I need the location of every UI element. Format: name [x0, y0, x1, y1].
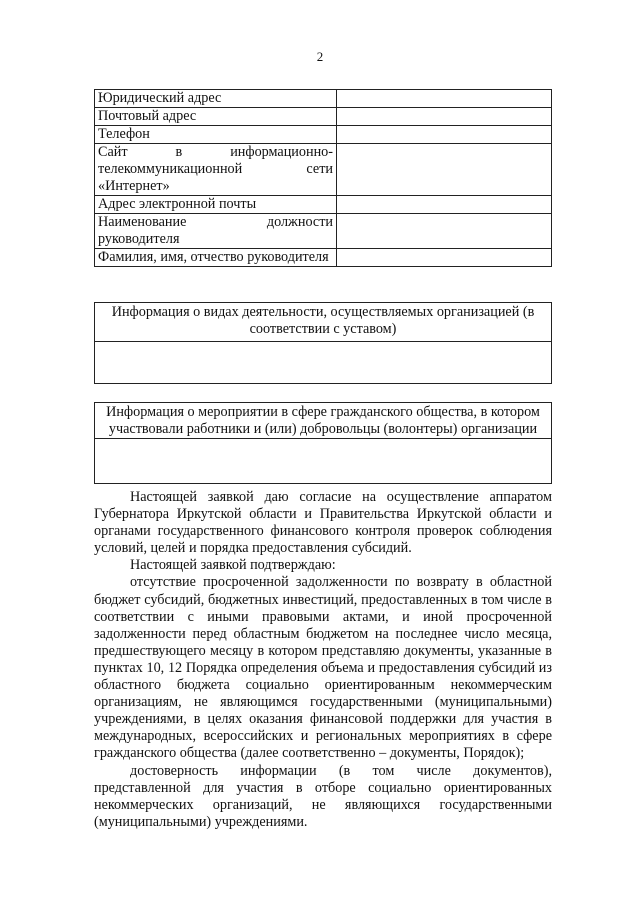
table-row: [95, 214, 552, 249]
table-row: [95, 249, 552, 267]
table-row: [95, 144, 552, 196]
row-value-postal-address[interactable]: [337, 108, 552, 126]
row-label-head-position: Наименование должности руководителя: [95, 214, 337, 249]
row-label-email: Адрес электронной почты: [95, 196, 337, 214]
confirm-intro-paragraph: Настоящей заявкой подтверждаю:: [130, 557, 336, 574]
activities-box: [94, 302, 552, 384]
table-row: [95, 126, 552, 144]
table-row: [95, 90, 552, 108]
row-value-legal-address[interactable]: [337, 90, 552, 108]
declaration-text: [94, 489, 552, 831]
row-value-head-name[interactable]: [337, 249, 552, 267]
row-label-head-name: Фамилия, имя, отчество руководителя: [95, 249, 337, 267]
organization-info-table: [94, 89, 552, 267]
row-label-website: Сайт в информационно-телекоммуникационной сети «Интернет»: [95, 144, 337, 196]
reliability-paragraph: достоверность информации (в том числе документов), представленной для участия в отборе социально ориентированных некоммерческих организаций, не являющихся государственными (муниципальными) учреждениями.: [94, 762, 552, 830]
page-number: 2: [316, 49, 324, 64]
table-row: [95, 196, 552, 214]
row-label-postal-address: Почтовый адрес: [95, 108, 337, 126]
table-row: [95, 108, 552, 126]
no-debt-paragraph: отсутствие просроченной задолженности по возврату в областной бюджет субсидий, бюджетных инвестиций, предоставленных в том числе в соответствии с иными правовыми актами, и иной просроченной задолженности перед областным бюджетом на последнее число месяца, предшествующего месяцу в котором представляю документы, указанные в пунктах 10, 12 Порядка определения объема и предоставления субсидий из областного бюджета социально ориентированным некоммерческим организациям, не являющимся государственными (муниципальными) учреждениями, в целях оказания финансовой поддержки для участия в международных, всероссийских и региональных мероприятиях в сфере гражданского общества (далее соответственно – документы, Порядок);: [94, 574, 552, 762]
events-heading: Информация о мероприятии в сфере гражданского общества, в котором участвовали работники и (или) добровольцы (волонтеры) организации: [95, 403, 551, 439]
row-label-legal-address: Юридический адрес: [95, 90, 337, 108]
row-value-website[interactable]: [337, 144, 552, 196]
row-label-phone: Телефон: [95, 126, 337, 144]
row-value-email[interactable]: [337, 196, 552, 214]
events-box: [94, 402, 552, 484]
consent-paragraph: Настоящей заявкой даю согласие на осуществление аппаратом Губернатора Иркутской области и Правительства Иркутской области и органами государственного финансового контроля проверок соблюдения условий, целей и порядка предоставления субсидий.: [94, 489, 552, 557]
row-value-phone[interactable]: [337, 126, 552, 144]
activities-heading: Информация о видах деятельности, осуществляемых организацией (в соответствии с уставом): [95, 303, 551, 342]
row-value-head-position[interactable]: [337, 214, 552, 249]
